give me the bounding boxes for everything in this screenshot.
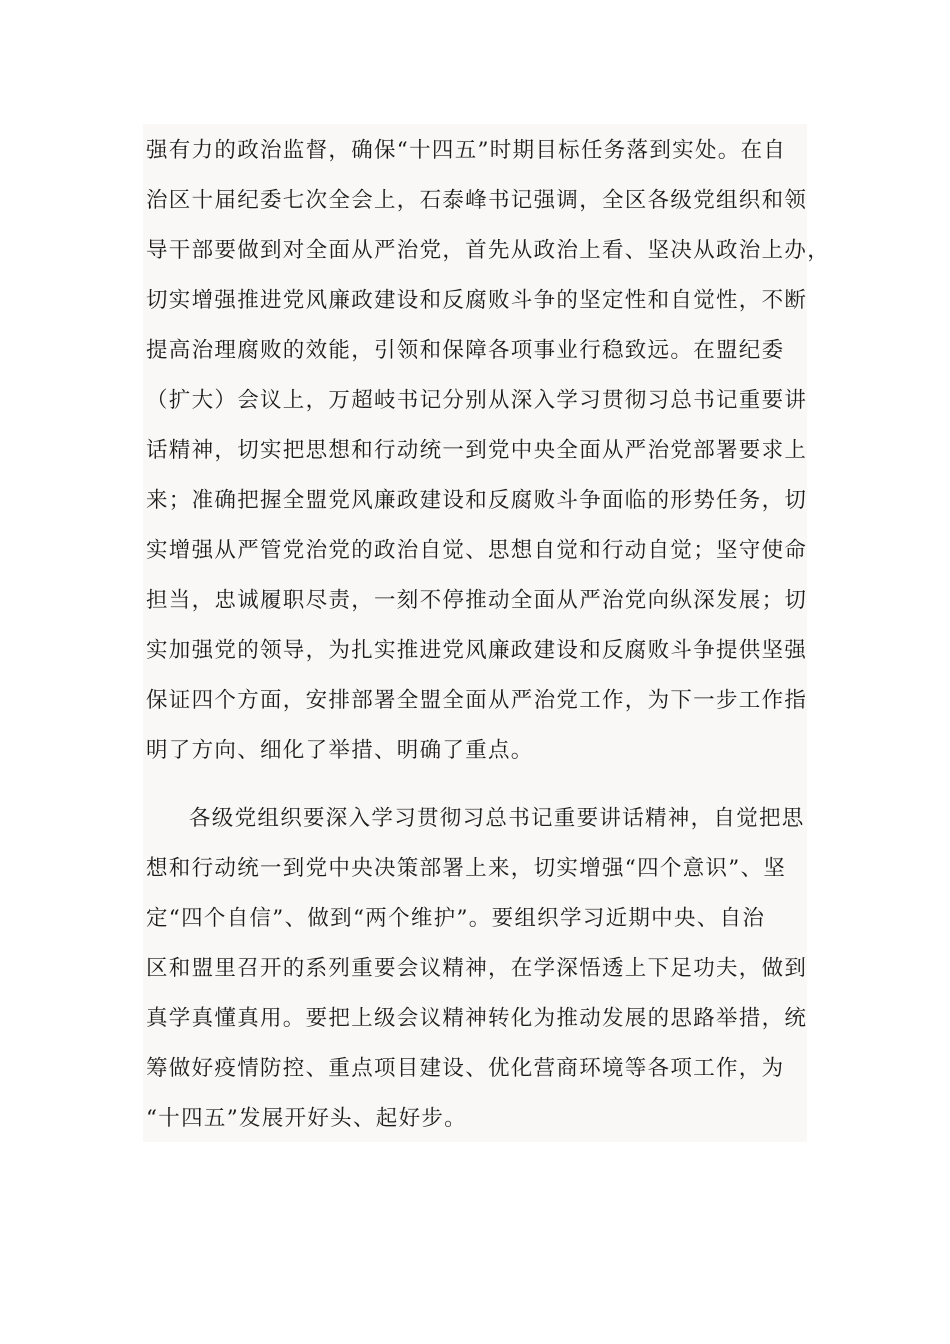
paragraph-1-line-13: 明了方向、细化了举措、明确了重点。: [146, 738, 534, 763]
paragraph-2-line-6: 筹做好疫情防控、重点项目建设、优化营商环境等各项工作，为: [146, 1056, 785, 1081]
paragraph-2-line-5: 真学真懂真用。要把上级会议精神转化为推动发展的思路举措，统: [146, 1006, 808, 1031]
paragraph-2-line-3: 定“四个自信”、做到“两个维护”。要组织学习近期中央、自治: [146, 906, 766, 931]
paragraph-1-line-6: （扩大）会议上，万超岐书记分别从深入学习贯彻习总书记重要讲: [146, 388, 808, 413]
paragraph-1-line-8: 来；准确把握全盟党风廉政建设和反腐败斗争面临的形势任务，切: [146, 488, 808, 513]
paragraph-1-line-7: 话精神，切实把思想和行动统一到党中央全面从严治党部署要求上: [146, 438, 808, 463]
paragraph-1-line-5: 提高治理腐败的效能，引领和保障各项事业行稳致远。在盟纪委: [146, 338, 785, 363]
paragraph-1-line-9: 实增强从严管党治党的政治自觉、思想自觉和行动自觉；坚守使命: [146, 538, 808, 563]
paragraph-1-line-11: 实加强党的领导，为扎实推进党风廉政建设和反腐败斗争提供坚强: [146, 638, 808, 663]
paragraph-2-line-1: 各级党组织要深入学习贯彻习总书记重要讲话精神，自觉把思: [189, 806, 805, 831]
paragraph-1-line-1: 强有力的政治监督，确保“十四五”时期目标任务落到实处。在自: [146, 138, 787, 163]
document-text-block: [143, 124, 831, 1142]
paragraph-1-line-12: 保证四个方面，安排部署全盟全面从严治党工作，为下一步工作指: [146, 688, 808, 713]
paragraph-2-line-4: 区和盟里召开的系列重要会议精神，在学深悟透上下足功夫，做到: [146, 956, 808, 981]
paragraph-1-line-4: 切实增强推进党风廉政建设和反腐败斗争的坚定性和自觉性，不断: [146, 288, 808, 313]
paragraph-1-line-2: 治区十届纪委七次全会上，石泰峰书记强调，全区各级党组织和领: [146, 188, 808, 213]
paragraph-1-line-10: 担当，忠诚履职尽责，一刻不停推动全面从严治党向纵深发展；切: [146, 588, 808, 613]
paragraph-1-line-3: 导干部要做到对全面从严治党，首先从政治上看、坚决从政治上办，: [146, 238, 831, 263]
paragraph-2-line-2: 想和行动统一到党中央决策部署上来，切实增强“四个意识”、坚: [146, 856, 787, 881]
paragraph-2-line-7: “十四五”发展开好头、起好步。: [146, 1106, 467, 1131]
